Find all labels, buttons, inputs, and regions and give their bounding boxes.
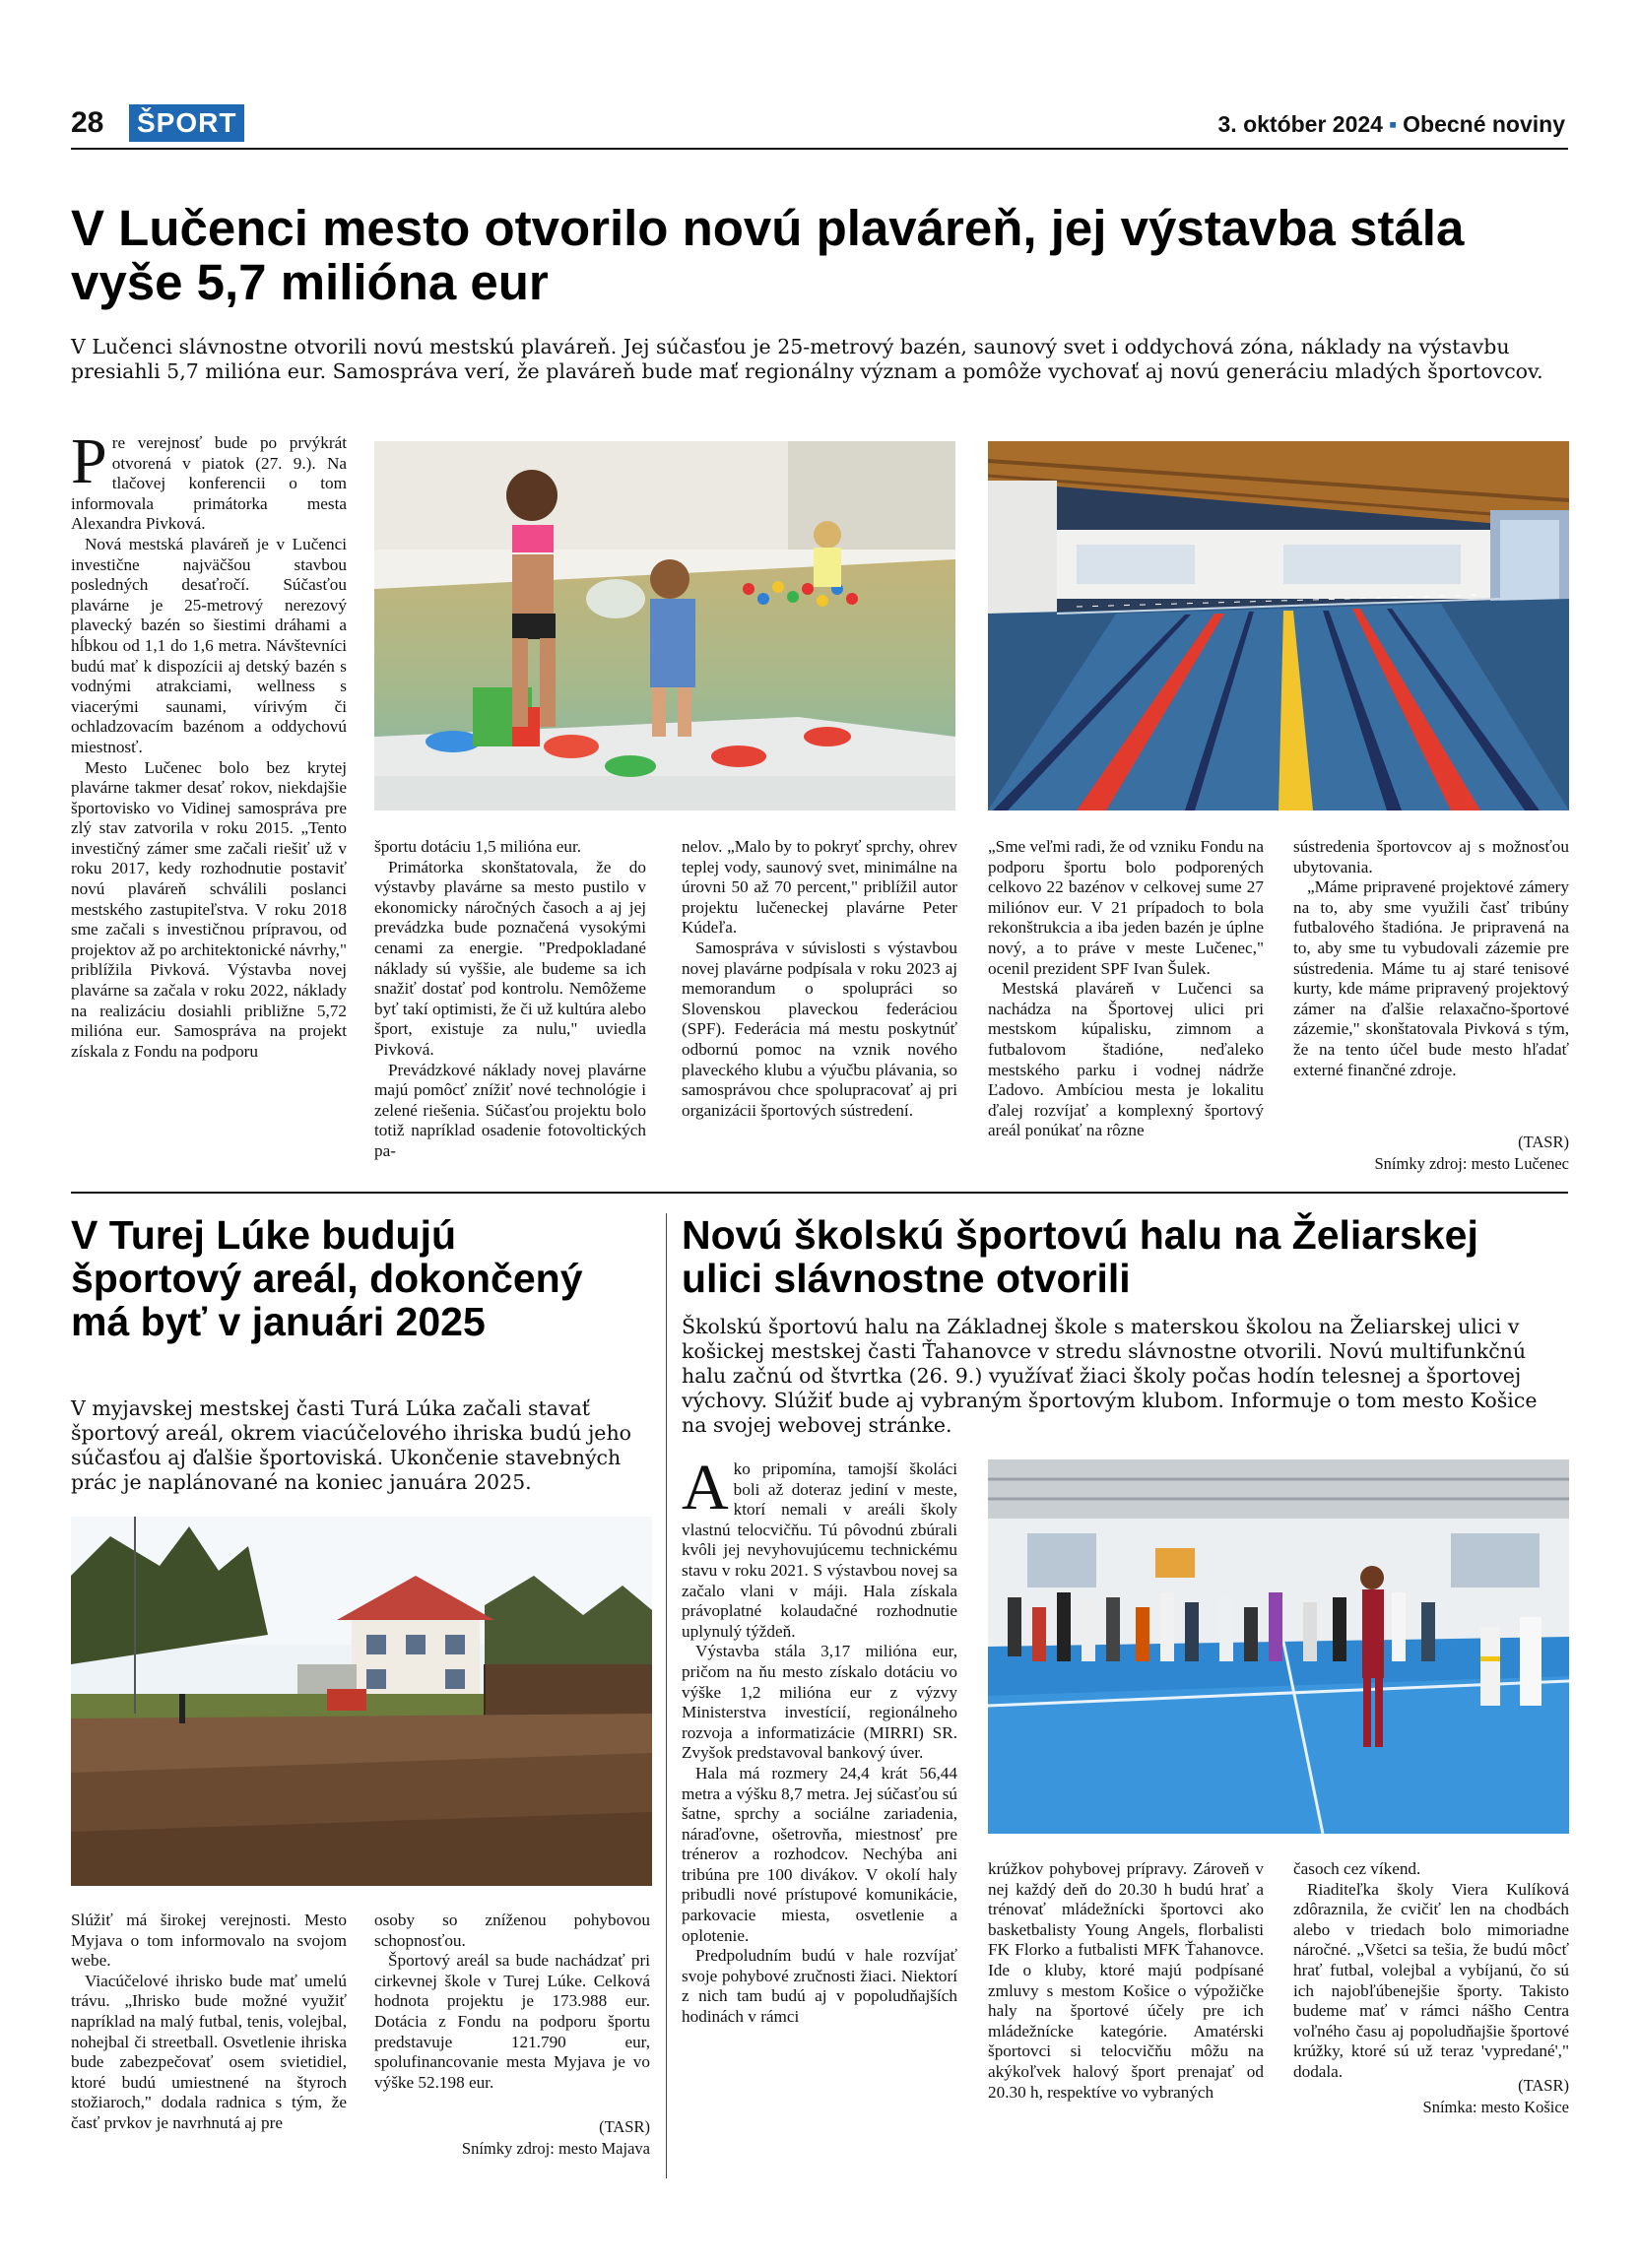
paragraph: Predpoludním budú v hale rozvíjať svoje pohybové zručnosti žiaci. Niektorí z nich tam budú aj v popoludňajších hodinách v rámci — [682, 1946, 957, 2027]
article2-photo-credit: Snímky zdroj: mesto Majava — [461, 2139, 650, 2158]
article-divider — [71, 1192, 1568, 1194]
header-rule — [71, 148, 1568, 150]
paragraph: „Sme veľmi radi, že od vzniku Fondu na podporu športu bolo podporených celkovo 22 bazénov v celkovej sume 27 miliónov eur. V 21 prípadoch to bola rekonštrukcia a iba jeden bazén je úplne nový, a to práve v meste Lučenec," ocenil prezident SPF Ivan Šulek. — [988, 837, 1265, 978]
paragraph: re verejnosť bude po prvýkrát otvorená v piatok (27. 9.). Na tlačovej konferencii o tom informovala primátorka mesta Alexandra Pivková. — [71, 433, 347, 534]
sports-hall-image — [988, 1459, 1569, 1834]
paragraph: Slúžiť má širokej verejnosti. Mesto Myjava o tom informovalo na svojom webe. — [71, 1911, 347, 1971]
article2-column-1 — [71, 1911, 347, 2134]
paragraph: Riaditeľka školy Viera Kulíková zdôraznila, že cvičiť len na chodbách alebo v triedach bolo mimoriadne náročné. „Všetci sa tešia, že budú môcť hrať futbal, volejbal a vybíjanú, čo sú ich najobľúbenejšie športy. Takisto budeme mať v rámci nášho Centra voľného času aj popoludňajšie športové krúžky, ktoré sú už teraz 'vypredané'," dodala. — [1293, 1879, 1569, 2081]
separator-dot: ▪ — [1388, 111, 1398, 137]
kids-pool-photo — [374, 441, 955, 810]
paragraph: ko pripomína, tamojší školáci boli až doteraz jediní v meste, ktorí nemali v areáli školy vlastnú telocvičňu. Tú pôvodnú zbúrali kvôli jej nevyhovujúcemu technickému stavu v roku 2021. S výstavbou novej sa začalo vlani v máji. Hala získala právoplatné kolaudačné rozhodnutie uplynulý týždeň. — [682, 1459, 957, 1641]
article3-agency: (TASR) — [1518, 2076, 1569, 2095]
article3-column-1 — [682, 1452, 957, 2028]
paragraph: Nová mestská plaváreň je v Lučenci investične najväčšou stavbou posledných desaťročí. Súčasťou plavárne je 25-metrový nerezový plavecký bazén so šiestimi dráhami a hĺbkou od 1,1 do 1,6 metra. Návštevníci budú mať k dispozícii aj detský bazén s vodnými atrakciami, wellness s viacerými saunami, vírivým či ochladzovacím bazénom a oddychovú miestnosť. — [71, 534, 347, 756]
article2-column-2 — [374, 1911, 650, 2093]
article1-column-1 — [71, 425, 347, 1192]
paragraph: krúžkov pohybovej prípravy. Zároveň v nej každý deň do 20.30 h budú hrať a trénovať mládežnícki športovci ako basketbalisty Young Angels, florbalisti FK Florko a futbalisti MFK Ťahanovce. Ide o kluby, ktoré majú podpísané zmluvy s mestom Košice o výpožičke haly na športové účely pre ich mládežnícke kategórie. Amatérski športovci si telocvičňu môžu na akýkoľvek halový šport prenajať od 20.30 h, respektíve vo vybraných — [988, 1859, 1264, 2102]
publication-name: Obecné noviny — [1403, 111, 1565, 137]
article2-headline: V Turej Lúke budujú športový areál, dokončený má byť v januári 2025 — [71, 1212, 583, 1344]
paragraph: Primátorka skonštatovala, že do výstavby plavárne sa mesto pustilo v ekonomicky náročných časoch a aj jej prevádzka bude poznačená vysokými cenami za energie. "Predpokladané náklady sú vyššie, ale budeme sa ich snažiť dostať pod kontrolu. Nemôžeme byť takí optimisti, že či už kultúra alebo šport, existuje za nulu," uviedla Pivková. — [374, 857, 646, 1059]
article1-agency: (TASR) — [1518, 1133, 1569, 1151]
paragraph: Samospráva v súvislosti s výstavbou novej plavárne podpísala v roku 2023 aj memorandum o spolupráci so Slovenskou plaveckou federáciou (SPF). Federácia má mestu poskytnúť odbornú pomoc na vznik nového plaveckého klubu a výučbu plávania, so samosprávou chce spolupracovať aj pri organizácii športových sústredení. — [682, 938, 957, 1120]
paragraph: sústredenia športovcov aj s možnosťou ubytovania. — [1293, 837, 1569, 876]
kids-pool-image — [374, 441, 955, 810]
column-divider — [666, 1213, 667, 2178]
article1-photo-credit: Snímky zdroj: mesto Lučenec — [1374, 1154, 1569, 1173]
swimming-hall-image — [988, 441, 1569, 810]
page-number: 28 — [71, 106, 104, 139]
article1-lead: V Lučenci slávnostne otvorili novú mestskú plaváreň. Jej súčasťou je 25-metrový bazén, saunový svet i oddychová zóna, náklady na výstavbu presiahli 5,7 milióna eur. Samospráva verí, že plaváreň bude mať regionálny význam a pomôže vychovať aj novú generáciu mladých športovcov. — [71, 335, 1543, 383]
paragraph: športu dotáciu 1,5 milióna eur. — [374, 837, 582, 856]
article3-column-2 — [988, 1859, 1264, 2103]
article1-column-2 — [374, 837, 646, 1162]
paragraph: Mestská plaváreň v Lučenci sa nachádza na Športovej ulici pri mestskom kúpalisku, zimnom a futbalovom štadióne, neďaleko mestského parku i vodnej nádrže Ľadovo. Ambíciou mesta je lokalitu ďalej rozvíjať a komplexný športový areál ponúkať na rôzne — [988, 979, 1264, 1140]
construction-site-photo — [71, 1517, 652, 1886]
dateline — [1218, 111, 1566, 138]
paragraph: osoby so zníženou pohybovou schopnosťou. — [374, 1911, 650, 1950]
paragraph: Hala má rozmery 24,4 krát 56,44 metra a výšku 8,7 metra. Jej súčasťou sú šatne, sprchy a sociálne zariadenia, náraďovne, ošetrovňa, miestnosť pre trénerov a rozhodcov. Nechýba ani tribúna pre 100 divákov. V okolí haly pribudli nové prístupové komunikácie, parkovacie miesta, osvetlenie a oplotenie. — [682, 1763, 957, 1945]
paragraph: Prevádzkové náklady novej plavárne majú pomôcť znížiť nové technológie i zelené riešenia. Súčasťou projektu bolo totiž napríklad osadenie fotovoltických pa- — [374, 1060, 646, 1160]
article1-column-5 — [1293, 837, 1569, 1080]
issue-date: 3. október 2024 — [1217, 111, 1383, 137]
paragraph: časoch cez víkend. — [1293, 1859, 1421, 1878]
paragraph: Mesto Lučenec bolo bez krytej plavárne takmer desať rokov, niekdajšie športovisko vo Vidinej samospráva pre zlý stav zatvorila v roku 2015. „Tento investičný zámer sme začali riešiť už v roku 2017, kedy rozhodnutie postaviť novú plaváreň schválili poslanci mestského zastupiteľstva. V roku 2018 sme začali s investičnou prípravou, od projektov až po architektonické návrhy," priblížila Pivková. Výstavba novej plavárne sa začala v roku 2022, náklady na realizáciu dosiahli približne 5,72 milióna eur. Samospráva na projekt získala z Fondu na podporu — [71, 757, 347, 1061]
section-label: ŠPORT — [129, 104, 244, 142]
article2-lead: V myjavskej mestskej časti Turá Lúka začali stavať športový areál, okrem viacúčelového ihriska budú jeho súčasťou aj ďalšie športoviská. Ukončenie stavebných prác je naplánované na koniec januára 2025. — [71, 1396, 631, 1494]
article2-agency: (TASR) — [599, 2117, 650, 2136]
article1-headline: V Lučenci mesto otvorilo novú plaváreň, jej výstavba stála vyše 5,7 milióna eur — [71, 200, 1465, 310]
article3-column-3 — [1293, 1859, 1569, 2083]
article1-column-3 — [682, 837, 957, 1121]
article1-column-4 — [988, 837, 1264, 1141]
paragraph: Viacúčelové ihrisko bude mať umelú trávu. „Ihrisko bude možné využiť napríklad na malý futbal, tenis, volejbal, nohejbal či streetball. Osvetlenie ihriska bude zabezpečovať osem svietidiel, ktoré budú umiestnené na štyroch stožiaroch," dodala radnica s tým, že časť prvkov je navrhnutá aj pre — [71, 1971, 347, 2132]
drop-cap: P — [71, 425, 107, 497]
swimming-hall-photo — [988, 441, 1569, 810]
construction-site-image — [71, 1517, 652, 1886]
article3-photo-credit: Snímka: mesto Košice — [1422, 2098, 1569, 2116]
drop-cap: A — [682, 1452, 729, 1523]
article3-headline: Novú školskú športovú halu na Želiarskej ulici slávnostne otvorili — [682, 1212, 1478, 1301]
sports-hall-photo — [988, 1459, 1569, 1834]
article3-lead: Školskú športovú halu na Základnej škole s materskou školou na Želiarskej ulici v košickej mestskej časti Ťahanovce v stredu slávnostne otvorili. Novú multifunkčnú halu začnú od štvrtka (26. 9.) využívať žiaci školy počas hodín telesnej a športovej výchovy. Slúžiť bude aj vybraným športovým klubom. Informuje o tom mesto Košice na svojej webovej stránke. — [682, 1315, 1538, 1437]
paragraph: nelov. „Malo by to pokryť sprchy, ohrev teplej vody, saunový svet, minimálne na úrovni 50 až 70 percent," priblížil autor projektu lučeneckej plavárne Peter Kúdeľa. — [682, 837, 957, 938]
paragraph: Výstavba stála 3,17 milióna eur, pričom na ňu mesto získalo dotáciu vo výške 1,2 milióna eur z výzvy Ministerstva investícií, regionálneho rozvoja a informatizácie (MIRRI) SR. Zvyšok predstavoval bankový úver. — [682, 1642, 957, 1763]
paragraph: Športový areál sa bude nachádzať pri cirkevnej škole v Turej Lúke. Celková hodnota projektu je 173.988 eur. Dotácia z Fondu na podporu športu predstavuje 121.790 eur, spolufinancovanie mesta Myjava je vo výške 52.198 eur. — [374, 1951, 650, 2092]
paragraph: „Máme pripravené projektové zámery na to, aby sme využili časť tribúny futbalového štadióna. Je pripravená na to, aby sme tu vybudovali zázemie pre sústredenia. Máme tu aj staré tenisové kurty, kde máme pripravený projektový zámer na ďalšie relaxačno-športové zázemie," skonštatovala Pivková s tým, že na tento účel bude mesto hľadať externé finančné zdroje. — [1293, 877, 1569, 1079]
